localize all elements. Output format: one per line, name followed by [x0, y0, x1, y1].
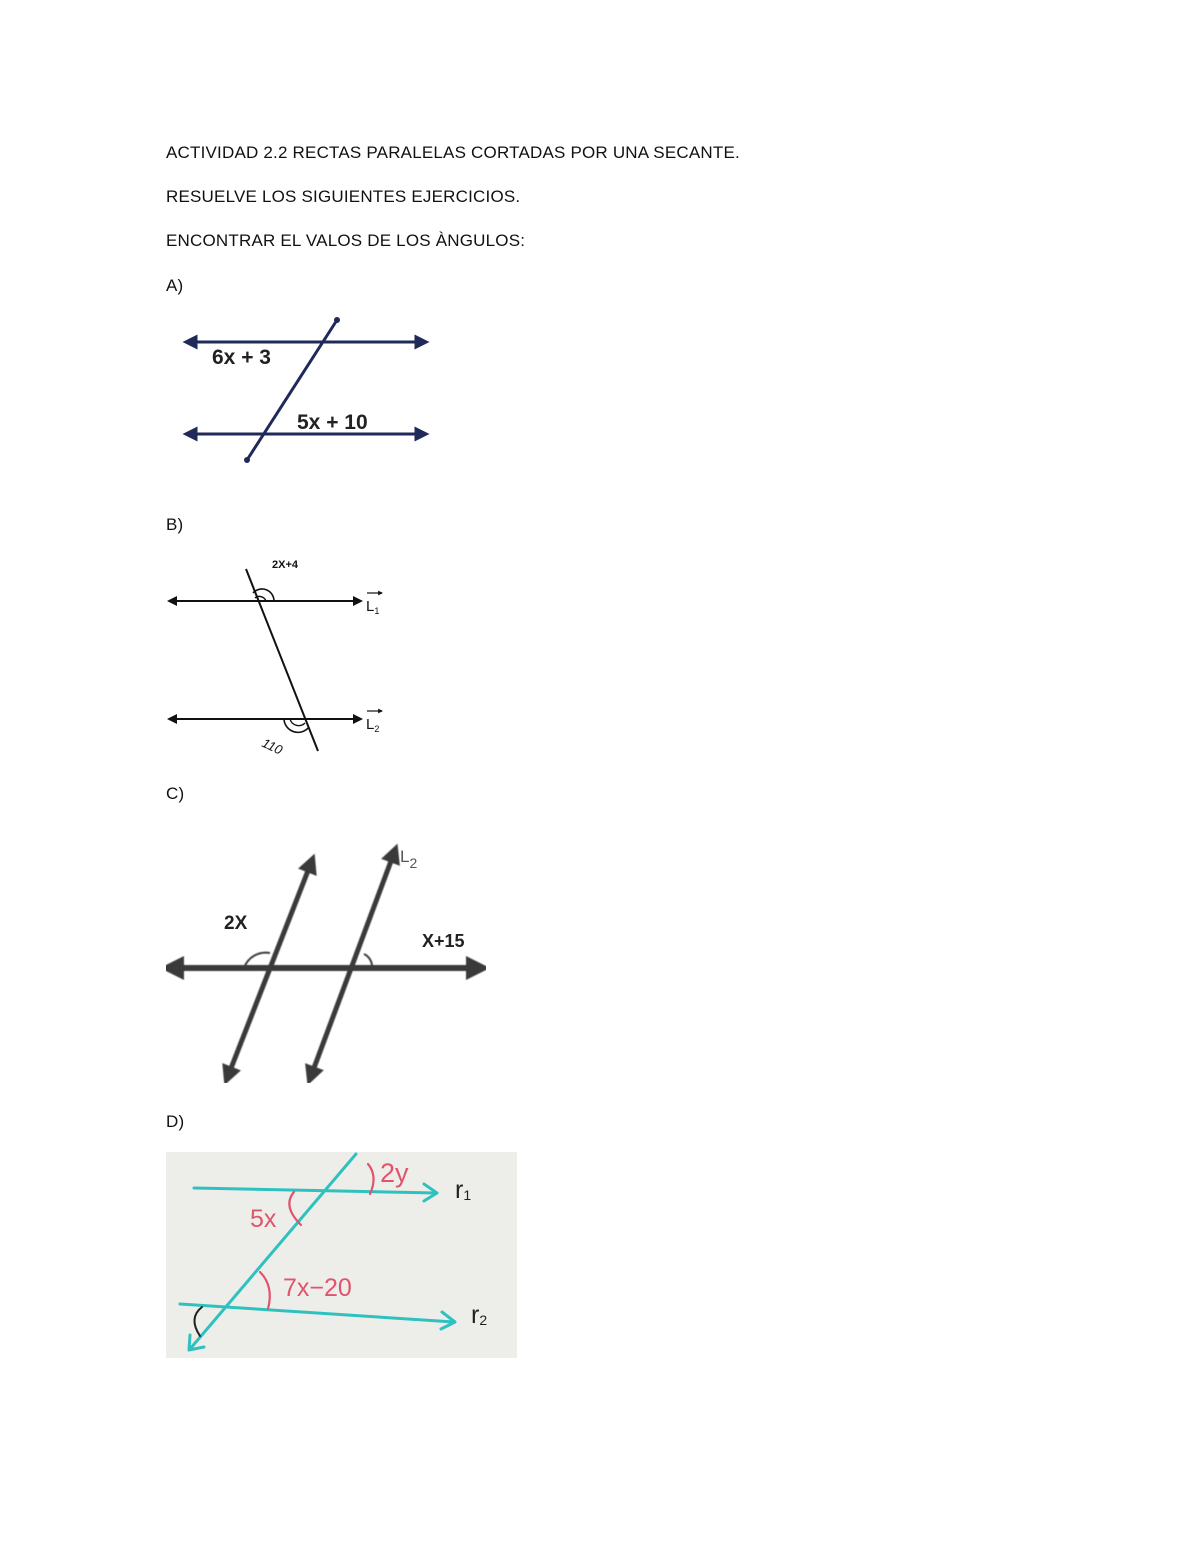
transversal-end-bottom [244, 457, 250, 463]
angle-label-6x-plus-3: 6x + 3 [212, 346, 271, 369]
angle-label-2y: 2y [380, 1158, 409, 1188]
task-text: ENCONTRAR EL VALOS DE LOS ÀNGULOS: [166, 231, 526, 250]
exercise-d-label: D) [166, 1112, 185, 1131]
angle-label-110: 110 [259, 735, 285, 758]
angle-label-7x-minus-20: 7x−20 [283, 1274, 352, 1302]
line-label-l2: $L_2$ [366, 716, 380, 734]
angle-label-5x-plus-10: 5x + 10 [297, 411, 368, 434]
line-label-r1: r1 [455, 1176, 472, 1204]
whiteboard-background [166, 1152, 517, 1358]
exercise-c-label: C) [166, 784, 185, 803]
angle-label-2x-plus-4: 2X+4 [272, 559, 298, 571]
line-label-l1: $L_1$ [366, 598, 380, 616]
exercise-d-figure [166, 1152, 517, 1358]
exercise-b-label: B) [166, 515, 184, 534]
exercise-a-label: A) [166, 276, 184, 295]
angle-label-5x: 5x [250, 1205, 277, 1233]
instruction-text: RESUELVE LOS SIGUIENTES EJERCICIOS. [166, 187, 521, 206]
line-label-r2: r2 [471, 1301, 488, 1329]
exercise-c-figure [166, 838, 486, 1083]
angle-label-x-plus-15: X+15 [422, 931, 465, 951]
transversal-end-top [334, 317, 340, 323]
parallel-line-right [311, 853, 394, 1076]
activity-title: ACTIVIDAD 2.2 RECTAS PARALELAS CORTADAS POR UNA SECANTE. [166, 143, 740, 162]
exercise-a-figure [172, 312, 437, 467]
exercise-b-figure [166, 553, 396, 763]
line-label-l2: $L_2$ [400, 847, 418, 871]
angle-label-2x: 2X [224, 913, 248, 934]
